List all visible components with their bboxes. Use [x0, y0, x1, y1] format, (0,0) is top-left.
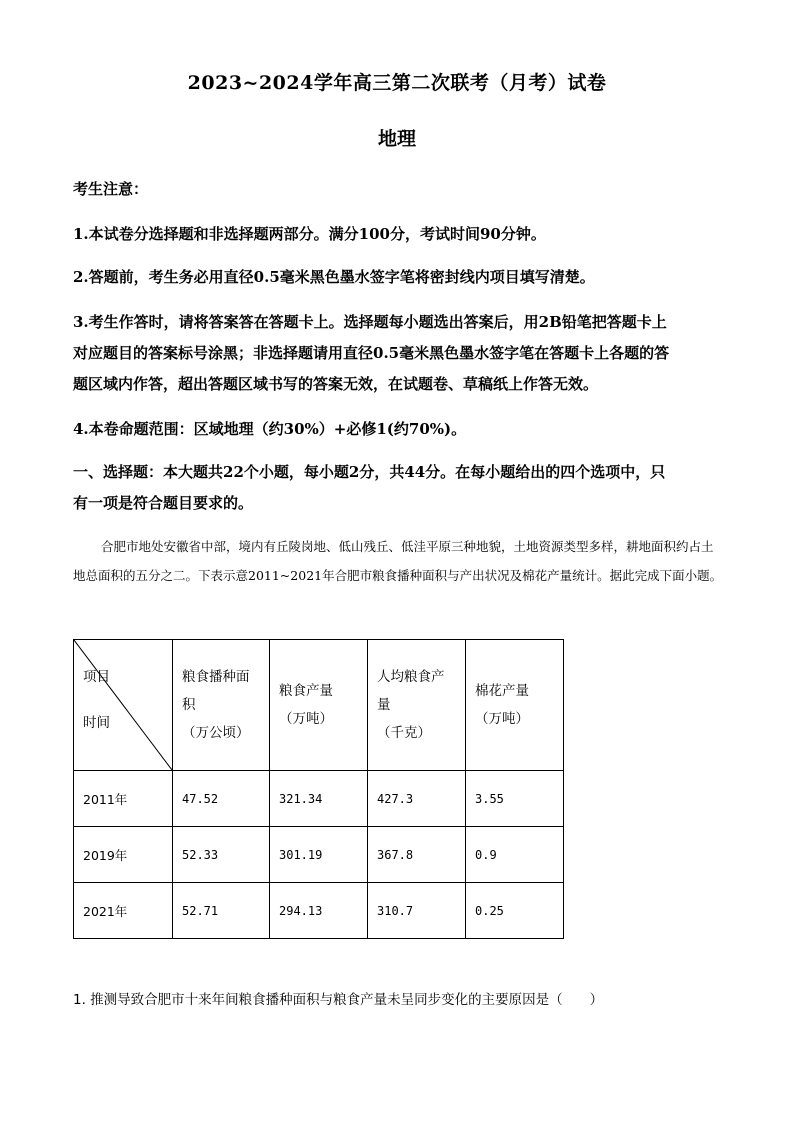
table-row [74, 883, 564, 939]
table-row [74, 827, 564, 883]
subject-title: 地理 [377, 128, 416, 150]
reading-passage: 合肥市地处安徽省中部，境内有丘陵岗地、低山残丘、低洼平原三种地貌，土地资源类型多样，耕地面积约占土地总面积的五分之二。下表示意2011~2021年合肥市粮食播种面积与产出状况及棉花产量统计。据此完成下面小题。 [73, 539, 723, 583]
cell-area: 52.71 [173, 883, 270, 939]
header-grain-output-line-1: 粮食产量 [279, 683, 333, 699]
section-1-heading-line-2: 有一项是符合题目要求的。 [73, 494, 254, 512]
cell-year: 2021年 [74, 883, 173, 939]
cell-per-capita: 367.8 [368, 827, 466, 883]
table-row [74, 771, 564, 827]
header-per-capita [368, 640, 466, 771]
cell-area: 47.52 [173, 771, 270, 827]
diagonal-line [74, 640, 172, 770]
cell-cotton: 0.25 [466, 883, 564, 939]
header-cotton [466, 640, 564, 771]
cell-per-capita: 427.3 [368, 771, 466, 827]
table-header-row [74, 640, 564, 771]
cell-year: 2019年 [74, 827, 173, 883]
notice-item-2: 2.答题前，考生务必用直径0.5毫米黑色墨水签字笔将密封线内项目填写清楚。 [73, 268, 595, 286]
header-grain-area-line-2: 积 [182, 697, 196, 713]
notice-item-4: 4.本卷命题范围：区域地理（约30%）+必修1(约70%)。 [73, 420, 467, 438]
corner-label-item: 项目 [83, 669, 110, 685]
section-1-heading-line-1: 一、选择题：本大题共22个小题，每小题2分，共44分。在每小题给出的四个选项中，只 [73, 463, 666, 481]
header-grain-area-line-1: 粮食播种面 [182, 669, 250, 685]
notice-item-3-line-2: 对应题目的答案标号涂黑；非选择题请用直径0.5毫米黑色墨水签字笔在答题卡上各题的答 [73, 344, 670, 362]
notice-heading: 考生注意： [73, 180, 149, 198]
header-cotton-line-1: 棉花产量 [475, 683, 529, 699]
cell-per-capita: 310.7 [368, 883, 466, 939]
header-per-capita-line-1: 人均粮食产 [377, 669, 445, 685]
cell-cotton: 3.55 [466, 771, 564, 827]
cell-cotton: 0.9 [466, 827, 564, 883]
data-table [73, 639, 564, 939]
header-grain-output-unit: （万吨） [279, 711, 333, 727]
cell-output: 301.19 [270, 827, 368, 883]
notice-item-1: 1.本试卷分选择题和非选择题两部分。满分100分，考试时间90分钟。 [73, 225, 546, 243]
question-1: 1. 推测导致合肥市十来年间粮食播种面积与粮食产量未呈同步变化的主要原因是（ ） [73, 992, 604, 1008]
header-grain-area-unit: （万公顷） [182, 725, 250, 741]
corner-label-time: 时间 [83, 715, 110, 731]
header-grain-output [270, 640, 368, 771]
table-corner-cell [74, 640, 173, 771]
header-grain-area [173, 640, 270, 771]
header-cotton-unit: （万吨） [475, 711, 529, 727]
cell-output: 321.34 [270, 771, 368, 827]
notice-item-3-line-3: 题区域内作答，超出答题区域书写的答案无效，在试题卷、草稿纸上作答无效。 [73, 375, 599, 393]
header-per-capita-unit: （千克） [377, 725, 431, 741]
cell-year: 2011年 [74, 771, 173, 827]
cell-output: 294.13 [270, 883, 368, 939]
header-per-capita-line-2: 量 [377, 697, 391, 713]
notice-item-3-line-1: 3.考生作答时，请将答案答在答题卡上。选择题每小题选出答案后，用2B铅笔把答题卡上 [73, 313, 667, 331]
exam-title: 2023~2024学年高三第二次联考（月考）试卷 [187, 72, 607, 94]
cell-area: 52.33 [173, 827, 270, 883]
